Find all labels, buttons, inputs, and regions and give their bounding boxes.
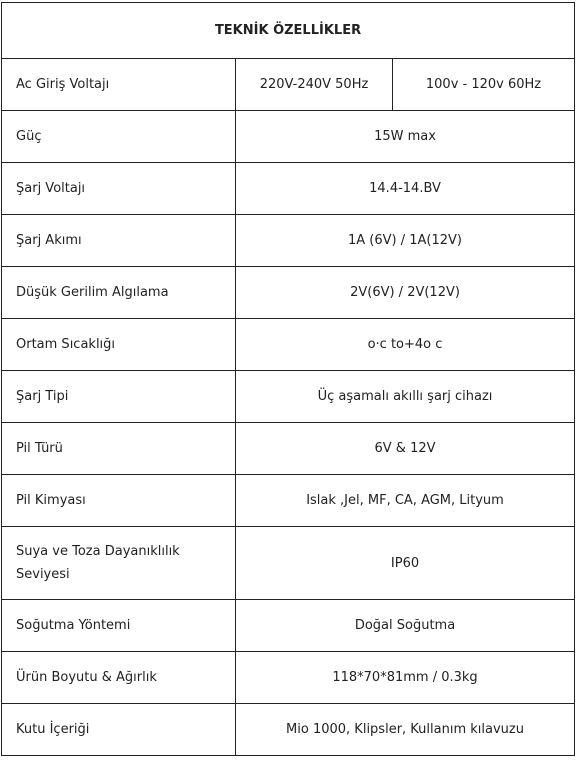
row-value: Doğal Soğutma <box>236 600 575 652</box>
table-row <box>2 163 575 215</box>
row-value: 100v - 120v 60Hz <box>393 59 575 111</box>
table-row <box>2 423 575 475</box>
row-label: Güç <box>2 111 236 163</box>
row-value: Islak ,Jel, MF, CA, AGM, Lityum <box>236 475 575 527</box>
row-value: 14.4-14.BV <box>236 163 575 215</box>
table-row <box>2 600 575 652</box>
row-value: 2V(6V) / 2V(12V) <box>236 267 575 319</box>
table-row <box>2 319 575 371</box>
table-row <box>2 215 575 267</box>
row-value: IP60 <box>236 527 575 600</box>
row-value: 118*70*81mm / 0.3kg <box>236 652 575 704</box>
row-value: 1A (6V) / 1A(12V) <box>236 215 575 267</box>
row-label: Suya ve Toza Dayanıklılık Seviyesi <box>2 527 236 600</box>
table-header-row <box>2 3 575 59</box>
row-label: Ortam Sıcaklığı <box>2 319 236 371</box>
row-label: Ürün Boyutu & Ağırlık <box>2 652 236 704</box>
row-label: Şarj Akımı <box>2 215 236 267</box>
table-row <box>2 704 575 756</box>
table-row <box>2 59 575 111</box>
table-title: TEKNİK ÖZELLİKLER <box>2 3 575 59</box>
row-label: Kutu İçeriği <box>2 704 236 756</box>
row-label: Ac Giriş Voltajı <box>2 59 236 111</box>
table-row <box>2 111 575 163</box>
row-label: Şarj Voltajı <box>2 163 236 215</box>
row-label: Soğutma Yöntemi <box>2 600 236 652</box>
row-value: 220V-240V 50Hz <box>236 59 393 111</box>
table-row <box>2 371 575 423</box>
row-label: Şarj Tipi <box>2 371 236 423</box>
row-value: 6V & 12V <box>236 423 575 475</box>
spec-table <box>1 2 575 756</box>
row-label: Düşük Gerilim Algılama <box>2 267 236 319</box>
table-row <box>2 652 575 704</box>
table-row <box>2 475 575 527</box>
row-value: Üç aşamalı akıllı şarj cihazı <box>236 371 575 423</box>
table-row <box>2 267 575 319</box>
row-label: Pil Türü <box>2 423 236 475</box>
table-row <box>2 527 575 600</box>
row-value: 15W max <box>236 111 575 163</box>
row-label: Pil Kimyası <box>2 475 236 527</box>
row-value: Mio 1000, Klipsler, Kullanım kılavuzu <box>236 704 575 756</box>
row-value: o·c to+4o c <box>236 319 575 371</box>
